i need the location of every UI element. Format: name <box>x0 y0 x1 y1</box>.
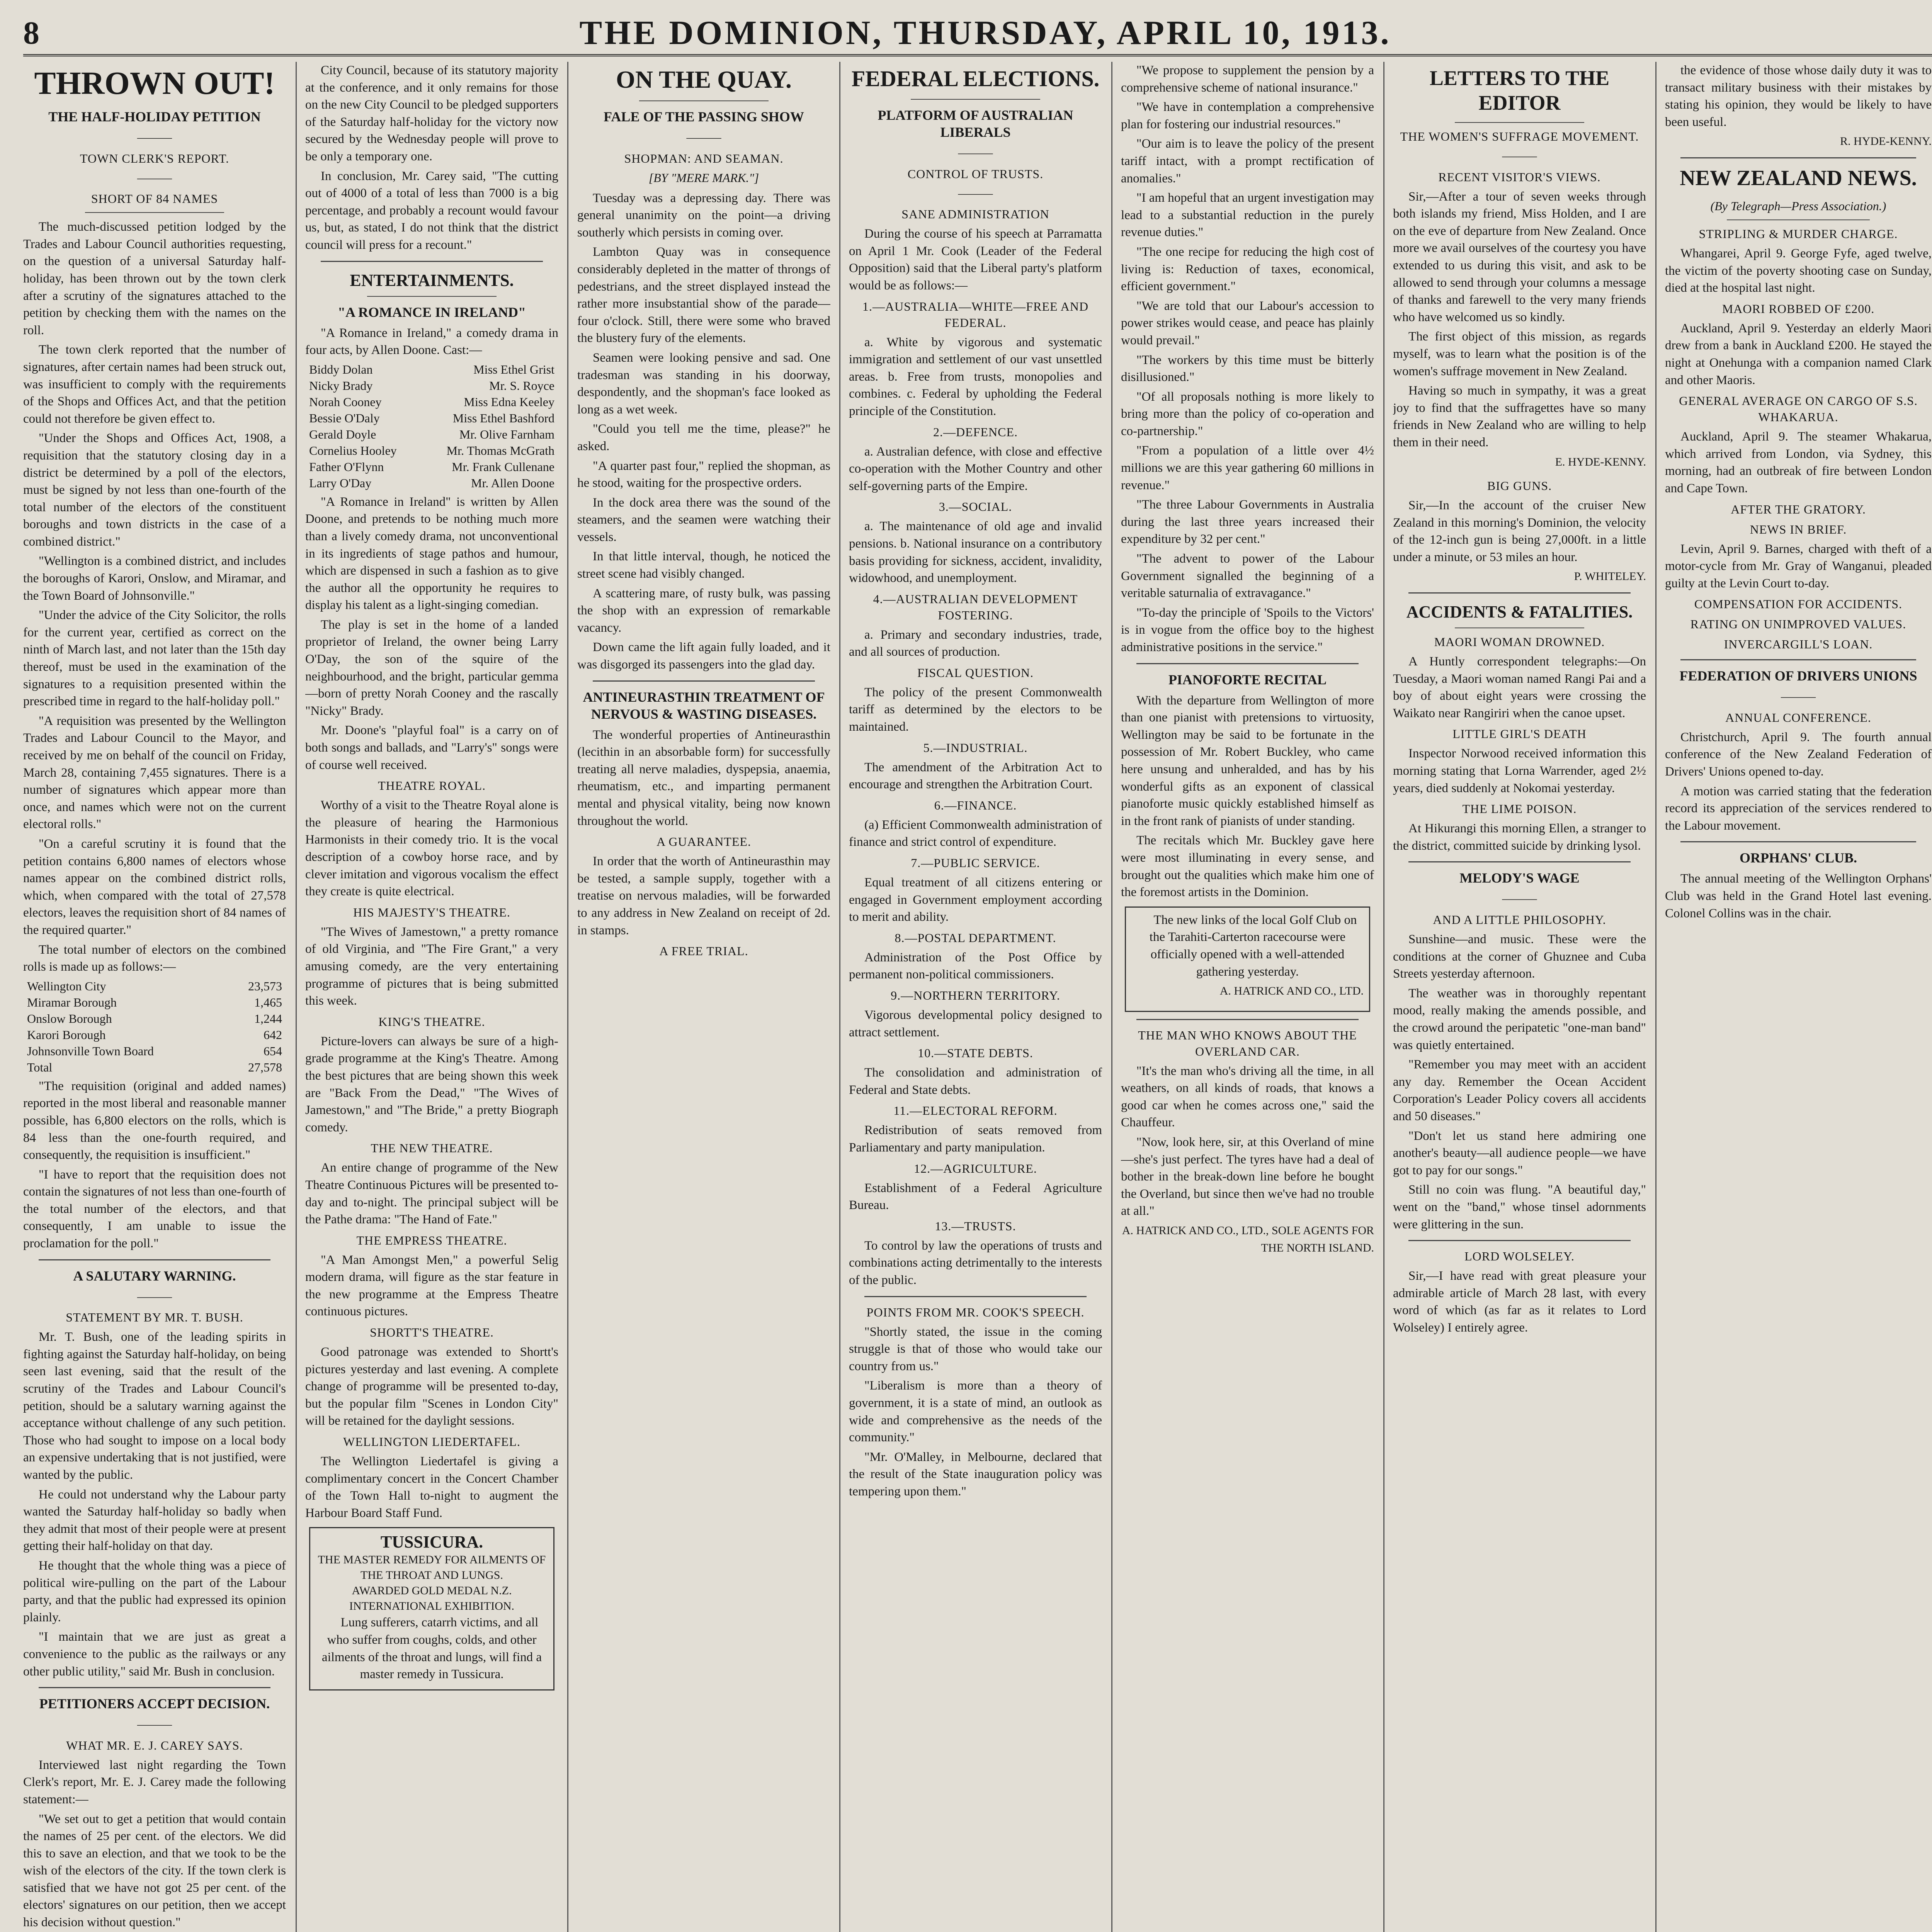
paragraph: The annual meeting of the Wellington Orphans' Club was held in the Grand Hotel last evening. Colonel Collins was in the chair. <box>1665 872 1932 920</box>
section-heading: 5.—INDUSTRIAL. <box>923 740 1028 755</box>
paragraph: "Of all proposals nothing is more likely to bring more than the policy of co-operation and co-partnership." <box>1121 389 1374 438</box>
paragraph: "I maintain that we are just as great a convenience to the public as the railways or any other public utility," said Mr. Bush in conclusion. <box>23 1630 286 1679</box>
subhead: ANTINEURASTHIN TREATMENT OF NERVOUS & WASTING DISEASES. <box>583 689 825 722</box>
paragraph: "The Wives of Jamestown," a pretty romance of old Virginia, and "The Fire Grant," a very amusing comedy, are the very entertaining programme of pictures that is being submitted this week. <box>305 925 558 1008</box>
ad-subheading: THE MASTER REMEDY FOR AILMENTS OF THE THROAT AND LUNGS. <box>318 1553 546 1582</box>
headline-on-the-quay: ON THE QUAY. <box>616 66 792 93</box>
subhead: THE EMPRESS THEATRE. <box>356 1233 507 1247</box>
paragraph: A Huntly correspondent telegraphs:—On Tuesday, a Maori woman named Rangi Pai and a boy of about eight years were crossing the Waikato near Rangiriri when the canoe upset. <box>1393 655 1646 720</box>
paragraph: "We set out to get a petition that would contain the names of 25 per cent. of the electors. We did this to save an election, and that we took to be the wish of the electors of the city. If the town clerk is satisfied that we have not got 25 per cent. of the electors' signatures on our petition, then we accept his decision without question." <box>23 1812 286 1930</box>
paragraph: "The advent to power of the Labour Government signalled the beginning of a veritable saturnalia of extravagance." <box>1121 552 1374 600</box>
subhead: TOWN CLERK'S REPORT. <box>80 151 230 165</box>
paragraph: "A requisition was presented by the Wellington Trades and Labour Council to the Mayor, and received by me on behalf of the council on Friday, March 28, containing 7,455 signatures. There is a number of signatures which appear more than once, and names which were not on the current electoral rolls." <box>23 714 286 832</box>
paragraph: Vigorous developmental policy designed to attract settlement. <box>849 1008 1102 1039</box>
column-3 <box>577 62 830 1932</box>
divider <box>321 261 543 262</box>
subhead: A FREE TRIAL. <box>659 944 748 958</box>
paragraph: "From a population of a little over 4½ millions we are this year gathering 60 millions in revenue." <box>1121 444 1374 492</box>
subhead: FALE OF THE PASSING SHOW <box>604 109 804 124</box>
paragraph: a. White by vigorous and systematic immigration and settlement of our vast unsettled areas. b. Free from trusts, monopolies and combines. c. Federal by upholding the Federal principle of the Constitution. <box>849 335 1102 418</box>
paragraph: Interviewed last night regarding the Town Clerk's report, Mr. E. J. Carey made the following statement:— <box>23 1758 286 1806</box>
table-cell: Biddy Dolan <box>309 362 373 376</box>
subhead: "A ROMANCE IN IRELAND" <box>337 304 526 320</box>
divider <box>1136 1019 1359 1020</box>
section-heading: ACCIDENTS & FATALITIES. <box>1406 602 1633 622</box>
table-cell: Karori Borough <box>27 1027 106 1042</box>
subhead: POINTS FROM MR. COOK'S SPEECH. <box>866 1305 1085 1319</box>
paragraph: "A Romance in Ireland" is written by Allen Doone, and pretends to be nothing much more than a lively comedy drama, not unconventional in its ingredients of stage pathos and humour, which are dispensed in such a fashion as to give the author all the opportunity he requires to display his talent as a light-singing comedian. <box>305 495 558 612</box>
paragraph: "Under the Shops and Offices Act, 1908, a requisition that the statutory closing day in a district be determined by a poll of the electors, must be signed by not less than one-fourth of the total number of the electors of the constituent boroughs and town districts in the case of a combined district." <box>23 431 286 549</box>
signature: P. WHITELEY. <box>1574 570 1646 583</box>
divider: ——— <box>1781 690 1816 703</box>
table-cell: Miss Ethel Bashford <box>452 411 554 425</box>
paragraph: The town clerk reported that the number of signatures, after certain names had been struck out, was insufficient to comply with the requirements of the Shops and Offices Act, and that the petition could not therefore be given effect to. <box>23 343 286 426</box>
table-row <box>305 426 558 442</box>
paragraph: The policy of the present Commonwealth tariff as determined by the electors to be maintained. <box>849 685 1102 734</box>
divider: ——— <box>137 1290 172 1303</box>
subhead: RECENT VISITOR'S VIEWS. <box>1438 170 1601 184</box>
table-cell: Nicky Brady <box>309 378 373 393</box>
paragraph: "Shortly stated, the issue in the coming struggle is that of those who would take our country from us." <box>849 1325 1102 1373</box>
column-rule <box>1111 62 1112 1932</box>
paragraph: the evidence of those whose daily duty it was to transact military business with their mistakes by stating his opinion, they would be likely to have been useful. <box>1665 63 1932 129</box>
divider <box>1680 157 1916 158</box>
ad-body: Lung sufferers, catarrh victims, and all who suffer from coughs, colds, and other ailments of the throat and lungs, will find a master remedy in Tussicura. <box>321 1616 542 1682</box>
column-1 <box>23 62 286 1932</box>
paragraph: "I have to report that the requisition does not contain the signatures of not less than one-fourth of the total number of the electors, and that consequently, I am unable to issue the proclamation for the poll." <box>23 1167 286 1251</box>
signature: E. HYDE-KENNY. <box>1555 455 1646 468</box>
section-heading: 4.—AUSTRALIAN DEVELOPMENT FOSTERING. <box>873 592 1078 622</box>
paragraph: Equal treatment of all citizens entering or engaged in Government employment according to merit and ability. <box>849 876 1102 924</box>
column-rule <box>567 62 568 1932</box>
column-6 <box>1393 62 1646 1932</box>
subhead: MAORI ROBBED OF £200. <box>1722 301 1875 316</box>
subhead: THE WOMEN'S SUFFRAGE MOVEMENT. <box>1400 129 1639 143</box>
section-heading: PIANOFORTE RECITAL <box>1168 672 1327 687</box>
section-heading: MELODY'S WAGE <box>1459 870 1580 886</box>
subhead: WHAT MR. E. J. CAREY SAYS. <box>66 1738 243 1752</box>
divider: ——— <box>137 1718 172 1731</box>
section-heading: 3.—SOCIAL. <box>939 500 1012 514</box>
headline-federal-elections: FEDERAL ELECTIONS. <box>851 66 1100 91</box>
subhead: BIG GUNS. <box>1487 479 1552 493</box>
paragraph: A scattering mare, of rusty bulk, was passing the shop with an expression of remarkable vacancy. <box>577 586 830 635</box>
subhead: PETITIONERS ACCEPT DECISION. <box>39 1696 270 1712</box>
page-number: 8 <box>23 15 39 51</box>
table-cell: Cornelius Hooley <box>309 443 397 457</box>
section-heading: 12.—AGRICULTURE. <box>914 1161 1037 1175</box>
divider <box>1408 592 1631 594</box>
paragraph: At Hikurangi this morning Ellen, a stranger to the district, committed suicide by drinking lysol. <box>1393 821 1646 853</box>
subhead: GENERAL AVERAGE ON CARGO OF S.S. WHAKARUA. <box>1679 394 1918 424</box>
divider <box>1455 122 1584 123</box>
table-cell: 1,465 <box>254 995 282 1009</box>
section-heading: ORPHANS' CLUB. <box>1739 850 1857 866</box>
paragraph: The total number of electors on the combined rolls is made up as follows:— <box>23 942 286 974</box>
headline-thrown-out: THROWN OUT! <box>34 65 275 101</box>
subhead: THEATRE ROYAL. <box>378 779 486 793</box>
paragraph: Administration of the Post Office by permanent non-political commissioners. <box>849 950 1102 982</box>
paragraph: The much-discussed petition lodged by the Trades and Labour Council authorities requesting, on the question of a universal Saturday half-holiday, has been thrown out by the town clerk after a scrutiny of the signatures attached to the petition by checking them with the names on the roll. <box>23 220 286 337</box>
table-cell: 27,578 <box>248 1060 282 1074</box>
paragraph: "Our aim is to leave the policy of the present tariff intact, with a prompt rectification of anomalies." <box>1121 137 1374 185</box>
divider: ——— <box>686 131 721 144</box>
subhead: A SALUTARY WARNING. <box>73 1268 236 1284</box>
column-rule <box>1383 62 1384 1932</box>
paragraph: "On a careful scrutiny it is found that the petition contains 6,800 names of electors whose names appear on the combined district rolls, which, when compared with the total of 27,578 electors, leaves the requisition short of 84 names of the required quarter." <box>23 837 286 937</box>
cast-table <box>305 361 558 491</box>
section-heading: 8.—POSTAL DEPARTMENT. <box>895 930 1056 945</box>
divider <box>864 1296 1087 1297</box>
paragraph: Seamen were looking pensive and sad. One tradesman was standing in his doorway, despondently, and the shopman's face looked as long as a wet week. <box>577 350 830 417</box>
paragraph: Sir,—I have read with great pleasure your admirable article of March 28 last, with every word of which (as far as it relates to Lord Wolseley) I entirely agree. <box>1393 1269 1646 1335</box>
table-cell: Mr. Thomas McGrath <box>446 443 554 457</box>
paragraph: The amendment of the Arbitration Act to encourage and strengthen the Arbitration Court. <box>849 760 1102 792</box>
ad-signature: A. HATRICK AND CO., LTD. <box>1219 985 1364 998</box>
divider <box>1136 663 1359 664</box>
paragraph: Auckland, April 9. Yesterday an elderly Maori drew from a bank in Auckland £200. He stayed the night at Onehunga with a companion named Clark and other Maoris. <box>1665 321 1932 387</box>
subhead: MAORI WOMAN DROWNED. <box>1434 635 1605 649</box>
table-row <box>305 361 558 378</box>
table-cell: 1,244 <box>254 1011 282 1026</box>
divider: ——— <box>958 187 993 200</box>
paragraph: Tuesday was a depressing day. There was general unanimity on the point—a driving southerly which persists in coming over. <box>577 191 830 240</box>
column-4 <box>849 62 1102 1932</box>
paragraph: Establishment of a Federal Agriculture Bureau. <box>849 1181 1102 1213</box>
divider: ——— <box>1502 892 1537 905</box>
signature: A. HATRICK AND CO., LTD., SOLE AGENTS FOR THE NORTH ISLAND. <box>1122 1224 1374 1254</box>
subhead: INVERCARGILL'S LOAN. <box>1724 637 1873 651</box>
divider <box>367 296 497 297</box>
divider <box>639 100 769 101</box>
paragraph: Worthy of a visit to the Theatre Royal alone is the pleasure of hearing the Harmonious Harmonists in their comedy trio. It is the vocal description of a cowboy horse race, and by clever imitation and vigorous vocalism the effect they create is quite electrical. <box>305 798 558 899</box>
section-heading: 9.—NORTHERN TERRITORY. <box>891 988 1060 1002</box>
section-heading: 6.—FINANCE. <box>934 798 1017 812</box>
byline: (By Telegraph—Press Association.) <box>1710 199 1886 213</box>
headline-letters-to-the-editor: LETTERS TO THE EDITOR <box>1429 66 1610 114</box>
divider: ——— <box>1502 150 1537 162</box>
section-heading: 2.—DEFENCE. <box>933 425 1018 439</box>
table-row <box>305 394 558 410</box>
subhead: STRIPLING & MURDER CHARGE. <box>1699 226 1898 241</box>
subhead: A GUARANTEE. <box>656 835 751 849</box>
table-row <box>23 978 286 994</box>
table-cell: 23,573 <box>248 979 282 993</box>
table-cell: Miss Edna Keeley <box>464 395 554 409</box>
table-cell: Father O'Flynn <box>309 459 384 474</box>
table-row <box>305 442 558 459</box>
subhead: THE MAN WHO KNOWS ABOUT THE OVERLAND CAR. <box>1138 1028 1357 1058</box>
paragraph: Inspector Norwood received information this morning stating that Lorna Warrender, aged 2½ years, died suddenly at Nokomai yesterday. <box>1393 747 1646 795</box>
section-heading: 11.—ELECTORAL REFORM. <box>893 1104 1058 1118</box>
paragraph: "Could you tell me the time, please?" he asked. <box>577 422 830 453</box>
table-total-row <box>23 1059 286 1075</box>
paragraph: The first object of this mission, as regards myself, was to learn what the position is of the women's suffrage movement in New Zealand. <box>1393 330 1646 378</box>
paragraph: Good patronage was extended to Shortt's pictures yesterday and last evening. A complete change of programme will be presented to-day, but the popular film "Scenes in London City" will be retained for the daylight sessions. <box>305 1345 558 1428</box>
paragraph: "The workers by this time must be bitterly disillusioned." <box>1121 353 1374 384</box>
paragraph: a. The maintenance of old age and invalid pensions. b. National insurance on a contributory basis providing for sickness, accident, invalidity, widowhood, and unemployment. <box>849 519 1102 585</box>
divider <box>1680 659 1916 660</box>
paragraph: "A Man Amongst Men," a powerful Selig modern drama, will figure as the star feature in the new programme at the Empress Theatre continuous pictures. <box>305 1253 558 1319</box>
paragraph: Sir,—After a tour of seven weeks through both islands my friend, Miss Holden, and I are on the eve of departure from New Zealand. Once more we avail ourselves of the courtesy you have extended to us during this visit, and ask to be allowed to send through your columns a message of thanks and farewell to the very many friends who have welcomed us so kindly. <box>1393 189 1646 324</box>
column-5 <box>1121 62 1374 1932</box>
paragraph: An entire change of programme of the New Theatre Continuous Pictures will be presented to-day and to-night. The principal subject will be the Pathe drama: "The Hand of Fate." <box>305 1161 558 1227</box>
paragraph: Lambton Quay was in consequence considerably depleted in the matter of throngs of pedestrians, and the street displayed instead the rather more insubstantial show of the parade—four o'clock. Still, there were some who braved the blustery fury of the elements. <box>577 245 830 345</box>
newspaper-title: THE DOMINION, THURSDAY, APRIL 10, 1913. <box>579 14 1391 52</box>
divider: ——— <box>137 171 172 184</box>
paragraph: "Don't let us stand here admiring one another's beauty—all audience people—we have got to pay for our songs." <box>1393 1129 1646 1177</box>
subhead: KING'S THEATRE. <box>378 1014 485 1029</box>
subhead: WELLINGTON LIEDERTAFEL. <box>343 1435 520 1449</box>
divider <box>39 1687 270 1688</box>
table-cell: Total <box>27 1060 53 1074</box>
column-2 <box>305 62 558 1932</box>
paragraph: "The requisition (original and added names) reported in the most liberal and reasonable manner possible, has 6,800 electors on the rolls, which is 84 less than the one-fourth required, and consequently, the requisition is insufficient." <box>23 1079 286 1162</box>
paragraph: "Liberalism is more than a theory of government, it is a state of mind, an outlook as wide and comprehensive as the needs of the community." <box>849 1379 1102 1445</box>
paragraph: Redistribution of seats removed from Parliamentary and party manipulation. <box>849 1123 1102 1155</box>
column-rule <box>839 62 840 1932</box>
table-cell: Mr. Olive Farnham <box>459 427 554 441</box>
table-row <box>305 475 558 491</box>
paragraph: City Council, because of its statutory majority at the conference, and it only remains for those on the new City Council to be pledged supporters of the Saturday half-holiday for the victory now secured by the Wednesday people will prove to be only a temporary one. <box>305 63 558 163</box>
divider <box>85 212 224 213</box>
subhead: AFTER THE GRATORY. <box>1731 502 1866 516</box>
paragraph: "Now, look here, sir, at this Overland of mine—she's just perfect. The tyres have had a deal of bother in the break-down line before he bought the Overland, but since then we've had no trouble at all." <box>1121 1135 1374 1218</box>
subhead: THE LIME POISON. <box>1462 802 1577 816</box>
paragraph: In the dock area there was the sound of the steamers, and the seamen were watching their vessels. <box>577 495 830 544</box>
table-cell: 642 <box>264 1027 282 1042</box>
paragraph: Sir,—In the account of the cruiser New Zealand in this morning's Dominion, the velocity of the 12-inch gun is being 27,000ft. in a little under a minute, or 53 miles an hour. <box>1393 498 1646 564</box>
paragraph: A motion was carried stating that the federation record its appreciation of the services rendered to the Labour movement. <box>1665 784 1932 833</box>
paragraph: The wonderful properties of Antineurasthin (lecithin in an absorbable form) for successfully treating all nerve maladies, dyspepsia, anaemia, rheumatism, etc., and imparting permanent mental and physical vitality, being now known throughout the world. <box>577 728 830 828</box>
paragraph: He could not understand why the Labour party wanted the Saturday half-holiday so badly when they admit that most of their people were at present getting their half-holiday on that day. <box>23 1487 286 1553</box>
column-rule <box>296 62 297 1932</box>
subhead: SHORTT'S THEATRE. <box>370 1325 494 1340</box>
paragraph: In order that the worth of Antineurasthin may be tested, a sample supply, together with a treatise on nervous maladies, will be forwarded to any address in New Zealand on receipt of 2d. in stamps. <box>577 854 830 937</box>
subhead: SANE ADMINISTRATION <box>901 207 1049 221</box>
divider: ——— <box>958 146 993 159</box>
paragraph: Sunshine—and music. These were the conditions at the corner of Ghuznee and Cuba Streets yesterday afternoon. <box>1393 932 1646 981</box>
paragraph: The weather was in thoroughly repentant mood, really making the amends possible, and the crowd around the peripatetic "one-man band" was quietly entertained. <box>1393 986 1646 1052</box>
section-heading: 1.—AUSTRALIA—WHITE—FREE AND FEDERAL. <box>862 299 1089 330</box>
paragraph: In conclusion, Mr. Carey said, "The cutting out of 4000 of a total of less than 7000 is a big percentage, and probably a recount would favour us, but, as stated, I do not think that the district council will press for a recount." <box>305 169 558 252</box>
ad-body: The new links of the local Golf Club on the Tarahiti-Carterton racecourse were officially opened with a well-attended gathering yesterday. <box>1149 913 1357 979</box>
paragraph: "I am hopeful that an urgent investigation may lead to a substantial reduction in the purely revenue duties." <box>1121 191 1374 240</box>
subhead: SHOPMAN: AND SEAMAN. <box>624 151 784 165</box>
table-row <box>23 1010 286 1027</box>
headline-new-zealand-news: NEW ZEALAND NEWS. <box>1680 166 1917 190</box>
paragraph: Mr. Doone's "playful foal" is a carry on of both songs and ballads, and "Larry's" songs were of course well received. <box>305 723 558 772</box>
paragraph: To control by law the operations of trusts and combinations acting detrimentally to the interests of the public. <box>849 1238 1102 1287</box>
table-cell: Onslow Borough <box>27 1011 112 1026</box>
table-row <box>23 1043 286 1059</box>
ad-subheading: AWARDED GOLD MEDAL N.Z. INTERNATIONAL EXHIBITION. <box>349 1584 515 1613</box>
table-cell: Larry O'Day <box>309 476 372 490</box>
table-cell: Mr. Allen Doone <box>471 476 554 490</box>
paragraph: "The one recipe for reducing the high cost of living is: Reduction of taxes, economical, efficient government." <box>1121 245 1374 294</box>
section-heading: 10.—STATE DEBTS. <box>918 1046 1033 1060</box>
paragraph: He thought that the whole thing was a piece of political wire-pulling on the part of the Labour party, and that the public had expressed its opinion plainly. <box>23 1558 286 1624</box>
section-heading: ENTERTAINMENTS. <box>350 270 514 290</box>
paragraph: Auckland, April 9. The steamer Whakarua, which arrived from London, via Sydney, this morning, had an outbreak of fire between London and Cape Town. <box>1665 430 1932 495</box>
subhead: STATEMENT BY MR. T. BUSH. <box>66 1310 243 1325</box>
paragraph: "A quarter past four," replied the shopman, as he stood, waiting for the prospective orders. <box>577 459 830 490</box>
table-row <box>23 994 286 1010</box>
ad-heading: TUSSICURA. <box>380 1532 483 1552</box>
paragraph: "Wellington is a combined district, and includes the boroughs of Karori, Onslow, and Miramar, and the Town Board of Johnsonville." <box>23 554 286 603</box>
subhead: THE NEW THEATRE. <box>371 1141 493 1155</box>
table-row <box>305 459 558 475</box>
subhead: AND A LITTLE PHILOSOPHY. <box>1433 913 1606 927</box>
paragraph: The Wellington Liedertafel is giving a complimentary concert in the Concert Chamber of the Town Hall to-night to augment the Harbour Board Staff Fund. <box>305 1454 558 1520</box>
paragraph: "We have in contemplation a comprehensive plan for fostering our industrial resources." <box>1121 100 1374 131</box>
paragraph: Christchurch, April 9. The fourth annual conference of the New Zealand Federation of Drivers' Unions opened to-day. <box>1665 730 1932 779</box>
paragraph: (a) Efficient Commonwealth administration of finance and strict control of expenditure. <box>849 818 1102 849</box>
table-cell: Bessie O'Daly <box>309 411 380 425</box>
section-heading: 7.—PUBLIC SERVICE. <box>911 856 1040 870</box>
masthead <box>23 12 1932 56</box>
divider <box>593 680 815 682</box>
subhead: CONTROL OF TRUSTS. <box>907 167 1044 181</box>
paragraph: With the departure from Wellington of more than one pianist with pretensions to virtuosity, Wellington may be said to be fortunate in the possession of Mr. Robert Buckley, who came here unsung and unheralded, and has by his wonderful gifts as an exponent of classical pianoforte music quickly established himself as in the front rank of pianists of under standing. <box>1121 693 1374 828</box>
paragraph: The play is set in the home of a landed proprietor of Ireland, the owner being Larry O'Day, the son of the squire of the neighbourhood, and the bright, particular gemma—born of pretty Norah Cooney and the rascally "Nicky" Brady. <box>305 617 558 718</box>
table-cell: Norah Cooney <box>309 395 382 409</box>
paragraph: Picture-lovers can always be sure of a high-grade programme at the King's Theatre. Among the best pictures that are being shown this week are "Back From the Dead," "The Wives of Jamestown," and "The Bride," a pretty Biograph comedy. <box>305 1034 558 1134</box>
divider <box>39 1259 270 1260</box>
table-cell: 654 <box>264 1044 282 1058</box>
subhead: RATING ON UNIMPROVED VALUES. <box>1690 617 1906 631</box>
section-heading: FISCAL QUESTION. <box>917 665 1034 680</box>
paragraph: "The three Labour Governments in Australia during the last three years increased their expenditure by 32 per cent." <box>1121 498 1374 546</box>
advertisement-tussicura <box>309 1527 554 1690</box>
paragraph: a. Australian defence, with close and effective co-operation with the Mother Country and other self-governing parts of the Empire. <box>849 444 1102 493</box>
table-cell: Miramar Borough <box>27 995 117 1009</box>
subhead: THE HALF-HOLIDAY PETITION <box>48 109 261 124</box>
paragraph: The recitals which Mr. Buckley gave here were most illuminating in every sense, and brought out the qualities which make him one of the foremost artists in the Dominion. <box>1121 833 1374 900</box>
signature: R. HYDE-KENNY. <box>1840 135 1932 148</box>
paragraph: "Under the advice of the City Solicitor, the rolls for the current year, certified as correct on the ninth of March last, and not later than the 15th day thereof, must be used in the examination of the signatures to a requisition presented within the prescribed time in regard to the half-holiday poll." <box>23 608 286 709</box>
paragraph: In that little interval, though, he noticed the street scene had visibly changed. <box>577 549 830 581</box>
table-row <box>305 410 558 426</box>
divider <box>911 99 1040 100</box>
paragraph: Having so much in sympathy, it was a great joy to find that the suffragettes have so many friends in New Zealand who are willing to help them in their need. <box>1393 384 1646 449</box>
subhead: NEWS IN BRIEF. <box>1750 522 1847 536</box>
subhead: HIS MAJESTY'S THEATRE. <box>353 905 510 919</box>
table-cell: Johnsonville Town Board <box>27 1044 154 1058</box>
paragraph: Down came the lift again fully loaded, and it was disgorged its passengers into the glad day. <box>577 640 830 672</box>
table-cell: Mr. Frank Cullenane <box>452 459 554 474</box>
paragraph: "We propose to supplement the pension by a comprehensive scheme of national insurance." <box>1121 63 1374 95</box>
electors-table <box>23 978 286 1075</box>
subhead: ANNUAL CONFERENCE. <box>1725 710 1871 724</box>
paragraph: "Remember you may meet with an accident any day. Remember the Ocean Accident Corporation's Leader Policy covers all accidents and 50 diseases." <box>1393 1058 1646 1123</box>
subhead: LORD WOLSELEY. <box>1464 1249 1575 1264</box>
paragraph: Mr. T. Bush, one of the leading spirits in fighting against the Saturday half-holiday, on being seen last evening, said that the result of the scrutiny of the Trades and Labour Council's petition, should be a salutary warning against the acceptance without challenge of any such petition. Those who had sought to impose on a local body an expensive undertaking that is not justified, were wanted by the public. <box>23 1330 286 1482</box>
byline: [BY "MERE MARK."] <box>648 170 759 185</box>
paragraph: Whangarei, April 9. George Fyfe, aged twelve, the victim of the poverty shooting case on Sunday, died at the hospital last night. <box>1665 246 1932 295</box>
paragraph: "Mr. O'Malley, in Melbourne, declared that the result of the State inauguration policy was tempering upon them." <box>849 1450 1102 1498</box>
section-heading: 13.—TRUSTS. <box>935 1219 1016 1233</box>
table-cell: Miss Ethel Grist <box>473 362 554 376</box>
column-rule <box>1655 62 1656 1932</box>
column-7 <box>1665 62 1932 1932</box>
subhead: PLATFORM OF AUSTRALIAN LIBERALS <box>878 107 1073 140</box>
divider <box>1680 841 1916 842</box>
divider <box>1727 219 1870 220</box>
paragraph: Levin, April 9. Barnes, charged with theft of a motor-cycle from Mr. Gray of Wanganui, pleaded guilty at the Levin Court to-day. <box>1665 542 1932 590</box>
paragraph: "It's the man who's driving all the time, in all weathers, on all kinds of roads, that knows a good car when he comes across one," said the Chauffeur. <box>1121 1064 1374 1130</box>
table-cell: Wellington City <box>27 979 106 993</box>
advertisement-golf <box>1125 906 1370 1012</box>
divider <box>1408 1240 1631 1241</box>
table-row <box>23 1027 286 1043</box>
section-heading: FEDERATION OF DRIVERS UNIONS <box>1679 668 1917 684</box>
paragraph: The consolidation and administration of Federal and State debts. <box>849 1066 1102 1097</box>
paragraph: "We are told that our Labour's accession to power strikes would cease, and peace has plainly would prevail." <box>1121 299 1374 347</box>
paragraph: During the course of his speech at Parramatta on April 1 Mr. Cook (Leader of the Federal Opposition) said that the Liberal party's platform would be as follows:— <box>849 227 1102 293</box>
paragraph: a. Primary and secondary industries, trade, and all sources of production. <box>849 628 1102 659</box>
table-cell: Mr. S. Royce <box>489 378 554 393</box>
subhead: LITTLE GIRL'S DEATH <box>1452 727 1587 741</box>
paragraph: "A Romance in Ireland," a comedy drama in four acts, by Allen Doone. Cast:— <box>305 326 558 357</box>
subhead: SHORT OF 84 NAMES <box>91 192 218 206</box>
subhead: COMPENSATION FOR ACCIDENTS. <box>1694 597 1903 611</box>
divider <box>1408 861 1631 862</box>
table-row <box>305 378 558 394</box>
divider: ——— <box>137 131 172 144</box>
paragraph: Still no coin was flung. "A beautiful day," went on the "band," whose tinsel adornments were glittering in the sun. <box>1393 1183 1646 1231</box>
paragraph: "To-day the principle of 'Spoils to the Victors' is in vogue from the office boy to the highest administrative positions in the service." <box>1121 605 1374 654</box>
table-cell: Gerald Doyle <box>309 427 376 441</box>
